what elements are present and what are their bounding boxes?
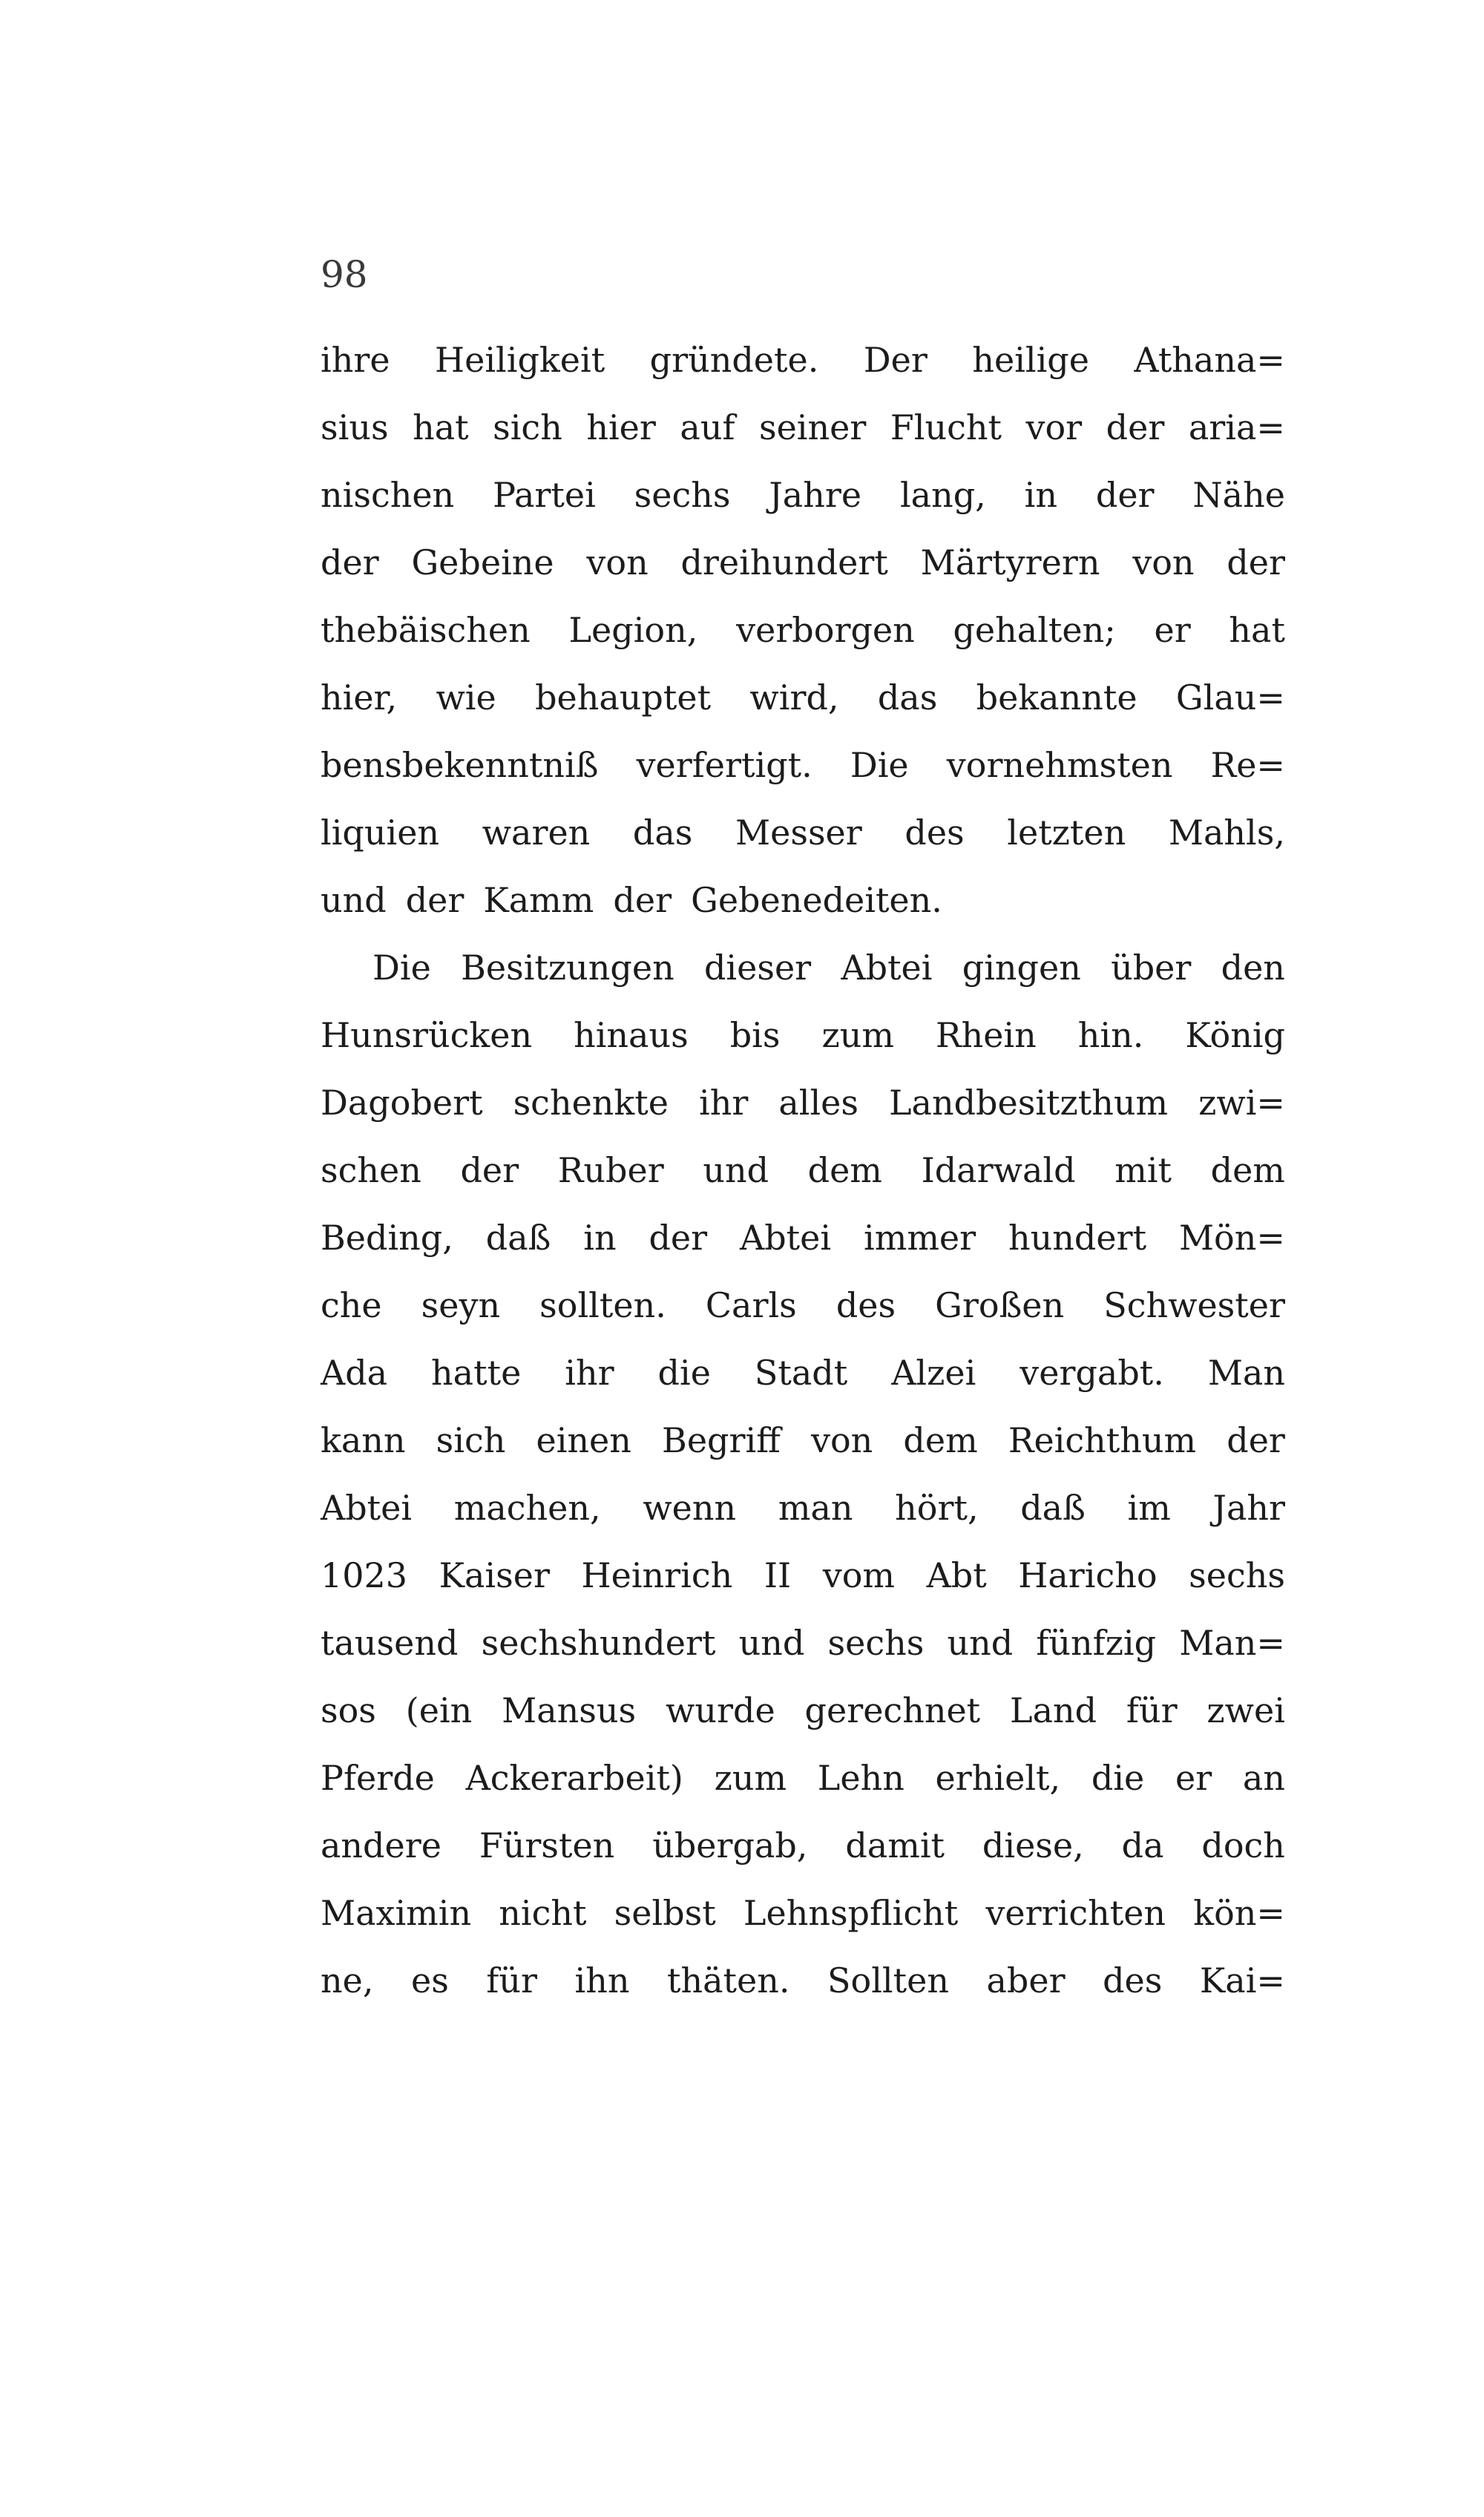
word: bekannte (976, 677, 1137, 718)
word: Heinrich (581, 1555, 733, 1595)
word: schen (321, 1150, 421, 1190)
word: ihre (321, 340, 390, 380)
word: das (877, 677, 938, 718)
word: hatte (431, 1353, 522, 1393)
word: II (764, 1555, 792, 1595)
word: König (1185, 1015, 1285, 1055)
word: Gebeine (411, 542, 554, 583)
word: Haricho (1018, 1555, 1158, 1595)
word: nischen (321, 475, 455, 515)
word: die (657, 1353, 711, 1393)
word: vom (822, 1555, 896, 1595)
text-line (321, 934, 1285, 1002)
word: da (1121, 1825, 1164, 1865)
word: zum (821, 1015, 894, 1055)
word: Carls (705, 1285, 797, 1325)
text-line (321, 1745, 1285, 1812)
word: Lehnspflicht (743, 1893, 959, 1933)
text-line (321, 394, 1285, 462)
text-line (321, 1339, 1285, 1407)
word: alles (778, 1083, 858, 1123)
word: Man= (1179, 1623, 1285, 1663)
word: thebäischen (321, 610, 531, 650)
word: ihr (699, 1083, 749, 1123)
word: Abt (926, 1555, 987, 1595)
word: Reichthum (1008, 1420, 1197, 1460)
word: gehalten; (953, 610, 1116, 650)
word: Kamm (483, 880, 594, 920)
word: hundert (1008, 1218, 1147, 1258)
word: waren (482, 813, 591, 853)
word: zwi= (1198, 1083, 1285, 1123)
word: des (1103, 1960, 1163, 2001)
word: der (613, 880, 672, 920)
word: bis (729, 1015, 781, 1055)
word: Abtei (321, 1488, 413, 1528)
word: Messer (735, 813, 862, 853)
word: hat (1229, 610, 1285, 650)
text-line (321, 1880, 1285, 1947)
word: sich (493, 407, 562, 447)
word: liquien (321, 813, 440, 853)
word: vor (1025, 407, 1083, 447)
word: des (904, 813, 965, 853)
word: Partei (493, 475, 596, 515)
word: Flucht (890, 407, 1002, 447)
text-line (321, 1474, 1285, 1542)
text-line (321, 1137, 1285, 1204)
word: andere (321, 1825, 441, 1865)
word: ihn (574, 1960, 630, 2001)
word: sius (321, 407, 389, 447)
word: ihr (565, 1353, 614, 1393)
word: lang, (899, 475, 986, 515)
word: Ruber (557, 1150, 664, 1190)
word: Kaiser (439, 1555, 550, 1595)
text-line (321, 1069, 1285, 1137)
text-line (321, 462, 1285, 529)
word: kön= (1193, 1893, 1285, 1933)
word: es (411, 1960, 449, 2001)
word: er (1175, 1758, 1212, 1798)
word: gerechnet (804, 1690, 981, 1730)
word: sollten. (539, 1285, 666, 1325)
word: damit (845, 1825, 945, 1865)
word: Mön= (1178, 1218, 1285, 1258)
word: Beding, (321, 1218, 453, 1258)
word: die (1091, 1758, 1145, 1798)
word: wenn (643, 1488, 737, 1528)
text-line (321, 1002, 1285, 1069)
word: das (632, 813, 693, 853)
word: daß (1020, 1488, 1086, 1528)
word: Athana= (1134, 340, 1285, 380)
word: Heiligkeit (435, 340, 605, 380)
word: daß (485, 1218, 551, 1258)
word: sechs (827, 1623, 925, 1663)
word: vornehmsten (946, 745, 1173, 785)
word: über (1111, 948, 1192, 988)
word: von (811, 1420, 873, 1460)
word: (ein (405, 1690, 473, 1730)
word: Legion, (568, 610, 698, 650)
word: bensbekenntniß (321, 745, 599, 785)
text-line (321, 867, 1285, 934)
word: verfertigt. (636, 745, 812, 785)
word: in (1024, 475, 1057, 515)
word: nicht (499, 1893, 587, 1933)
word: Jahre (769, 475, 862, 515)
word: der (1095, 475, 1155, 515)
word: Idarwald (921, 1150, 1076, 1190)
word: che (321, 1285, 382, 1325)
word: und (947, 1623, 1014, 1663)
word: sich (436, 1420, 506, 1460)
word: Glau= (1175, 677, 1285, 718)
word: ne, (321, 1960, 374, 2001)
word: Lehn (817, 1758, 904, 1798)
word: sechshundert (481, 1623, 716, 1663)
word: Die (372, 948, 431, 988)
word: an (1242, 1758, 1285, 1798)
text-line (321, 1272, 1285, 1339)
word: Dagobert (321, 1083, 483, 1123)
word: seyn (421, 1285, 501, 1325)
word: Land (1010, 1690, 1097, 1730)
word: zum (714, 1758, 787, 1798)
word: Stadt (754, 1353, 848, 1393)
word: aber (986, 1960, 1066, 2001)
word: Alzei (891, 1353, 976, 1393)
word: Landbesitzthum (888, 1083, 1169, 1123)
word: Mahls, (1168, 813, 1285, 853)
word: selbst (614, 1893, 716, 1933)
word: Nähe (1192, 475, 1285, 515)
word: hier (586, 407, 656, 447)
word: heilige (972, 340, 1089, 380)
word: hört, (895, 1488, 979, 1528)
word: Hunsrücken (321, 1015, 533, 1055)
word: schenkte (513, 1083, 669, 1123)
text-line (321, 1407, 1285, 1474)
page-number: 98 (321, 253, 368, 296)
word: dieser (703, 948, 812, 988)
word: auf (680, 407, 735, 447)
word: Mansus (502, 1690, 637, 1730)
word: der (1227, 542, 1285, 583)
word: mit (1114, 1150, 1172, 1190)
word: dem (807, 1150, 882, 1190)
text-line (321, 799, 1285, 867)
word: von (586, 542, 649, 583)
word: verrichten (985, 1893, 1166, 1933)
text-line (321, 732, 1285, 799)
word: für (1126, 1690, 1178, 1730)
word: thäten. (667, 1960, 790, 2001)
word: Pferde (321, 1758, 435, 1798)
word: gingen (962, 948, 1081, 988)
word: dem (903, 1420, 978, 1460)
word: wurde (666, 1690, 775, 1730)
word: und (703, 1150, 769, 1190)
word: Abtei (740, 1218, 832, 1258)
word: machen, (453, 1488, 601, 1528)
word: der (1227, 1420, 1285, 1460)
word: Jahr (1212, 1488, 1285, 1528)
word: Rhein (935, 1015, 1037, 1055)
word: Abtei (841, 948, 933, 988)
body-text (321, 326, 1285, 2015)
text-line (321, 664, 1285, 732)
word: des (835, 1285, 896, 1325)
word: sechs (1189, 1555, 1285, 1595)
word: in (583, 1218, 617, 1258)
word: wie (436, 677, 496, 718)
word: Märtyrern (920, 542, 1100, 583)
word: letzten (1007, 813, 1126, 853)
word: von (1132, 542, 1195, 583)
text-line (321, 529, 1285, 597)
word: hinaus (574, 1015, 689, 1055)
word: man (778, 1488, 853, 1528)
word: vergabt. (1020, 1353, 1164, 1393)
word: Gebenedeiten. (691, 880, 942, 920)
word: und (321, 880, 387, 920)
word: fünfzig (1036, 1623, 1157, 1663)
word: diese, (982, 1825, 1084, 1865)
word: der (649, 1218, 708, 1258)
word: für (486, 1960, 537, 2001)
text-line (321, 1542, 1285, 1609)
word: Der (863, 340, 928, 380)
word: Schwester (1103, 1285, 1285, 1325)
text-line (321, 1204, 1285, 1272)
word: im (1127, 1488, 1171, 1528)
word: Besitzungen (461, 948, 674, 988)
word: erhielt, (935, 1758, 1061, 1798)
word: Ackerarbeit) (465, 1758, 683, 1798)
text-line (321, 326, 1285, 394)
word: Großen (935, 1285, 1065, 1325)
word: Re= (1210, 745, 1285, 785)
word: Maximin (321, 1893, 472, 1933)
text-line (321, 1677, 1285, 1745)
word: Man (1207, 1353, 1285, 1393)
word: kann (321, 1420, 406, 1460)
word: tausend (321, 1623, 459, 1663)
word: aria= (1188, 407, 1285, 447)
word: Sollten (827, 1960, 949, 2001)
word: wird, (749, 677, 839, 718)
word: einen (536, 1420, 631, 1460)
text-line (321, 597, 1285, 664)
word: behauptet (535, 677, 712, 718)
word: Ada (321, 1353, 388, 1393)
word: und (738, 1623, 805, 1663)
word: verborgen (736, 610, 915, 650)
word: hat (413, 407, 469, 447)
word: Kai= (1199, 1960, 1285, 2001)
word: Begriff (662, 1420, 781, 1460)
word: er (1154, 610, 1191, 650)
word: sechs (634, 475, 731, 515)
word: der (460, 1150, 519, 1190)
word: Die (850, 745, 909, 785)
word: doch (1201, 1825, 1285, 1865)
word: gründete. (649, 340, 819, 380)
word: dreihundert (680, 542, 888, 583)
word: den (1221, 948, 1285, 988)
text-line (321, 1812, 1285, 1880)
word: hier, (321, 677, 398, 718)
word: sos (321, 1690, 376, 1730)
word: der (1106, 407, 1165, 447)
text-line (321, 1609, 1285, 1677)
word: 1023 (321, 1555, 408, 1595)
word: der (405, 880, 464, 920)
word: hin. (1077, 1015, 1144, 1055)
word: immer (863, 1218, 976, 1258)
word: übergab, (652, 1825, 808, 1865)
word: seiner (758, 407, 867, 447)
text-line (321, 1947, 1285, 2015)
word: Fürsten (479, 1825, 615, 1865)
word: zwei (1206, 1690, 1285, 1730)
word: der (321, 542, 379, 583)
word: dem (1210, 1150, 1285, 1190)
